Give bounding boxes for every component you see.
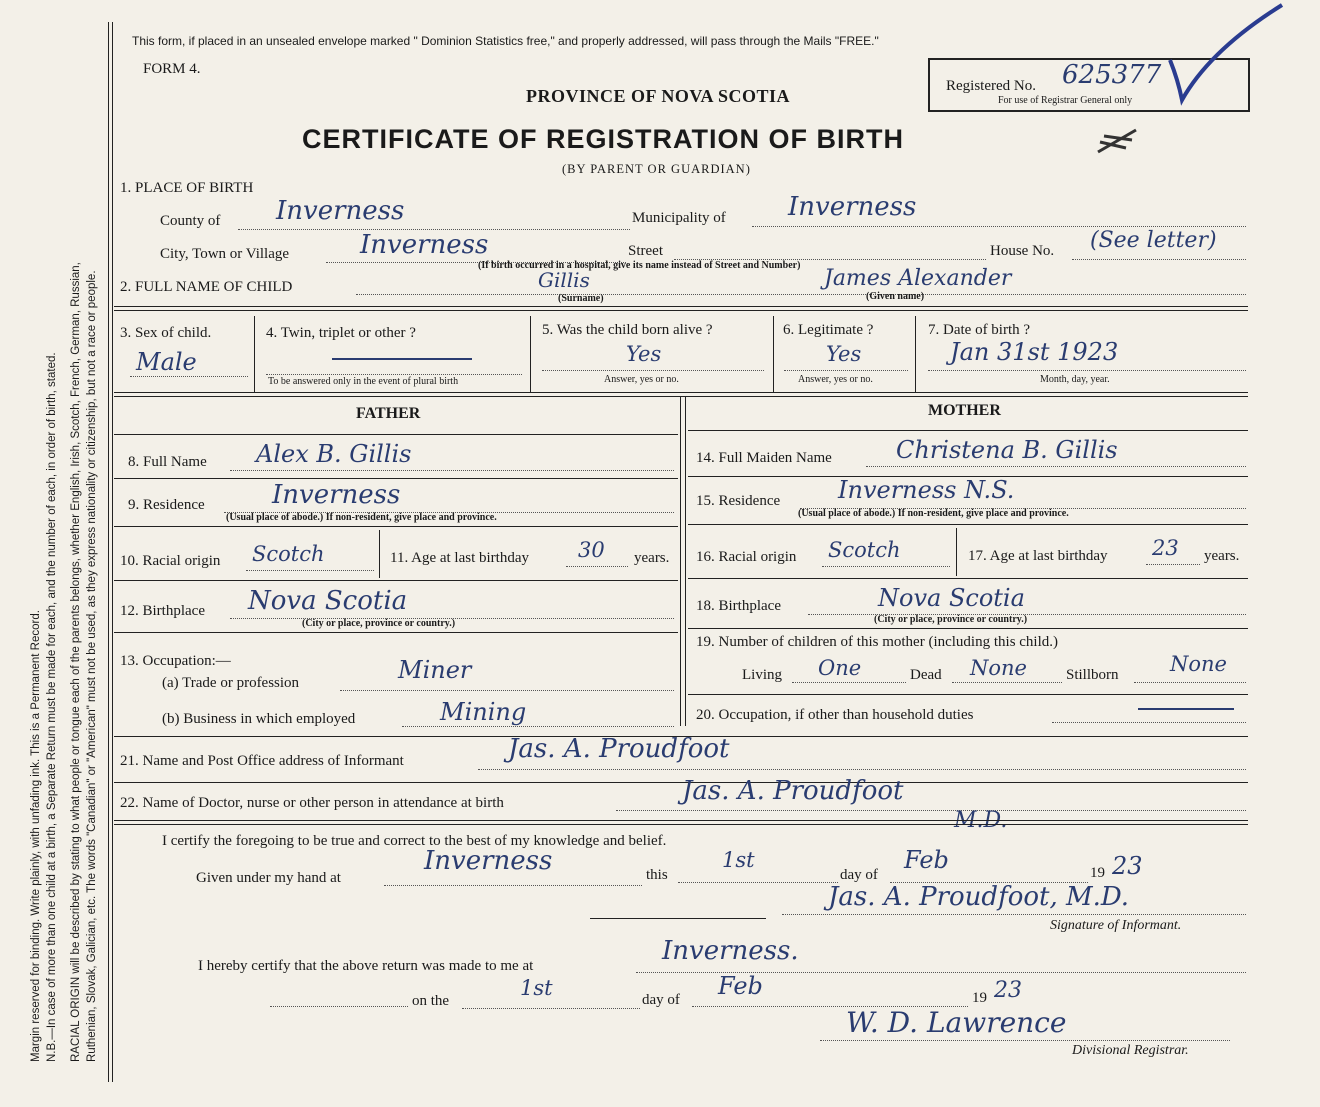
father-residence-value: Inverness <box>272 480 401 510</box>
twin-label: 4. Twin, triplet or other ? <box>266 325 416 341</box>
doctor-line <box>616 810 1246 811</box>
living-value: One <box>818 656 862 680</box>
legitimate-note: Answer, yes or no. <box>798 374 873 385</box>
father-birthplace-value: Nova Scotia <box>248 586 408 616</box>
father-race-value: Scotch <box>252 542 325 566</box>
rule <box>114 310 1248 311</box>
municipality-value: Inverness <box>788 192 917 222</box>
mother-residence-value: Inverness N.S. <box>838 476 1015 504</box>
living-label: Living <box>742 667 782 683</box>
rule <box>590 918 766 919</box>
mother-race-value: Scotch <box>828 538 901 562</box>
rule <box>688 578 1248 579</box>
city-label: City, Town or Village <box>160 246 290 262</box>
given-place-value: Inverness <box>424 846 553 876</box>
rule <box>379 530 380 578</box>
born-alive-note: Answer, yes or no. <box>604 374 679 385</box>
given-under-label: Given under my hand at <box>196 870 341 886</box>
dob-value: Jan 31st 1923 <box>950 338 1119 366</box>
month-value: Feb <box>904 846 949 874</box>
mother-heading: MOTHER <box>928 402 1001 419</box>
stillborn-value: None <box>1170 652 1227 676</box>
rule <box>688 430 1248 431</box>
mother-birthplace-note: (City or place, province or country.) <box>874 614 1028 625</box>
dead-line <box>952 682 1062 683</box>
given-under-line <box>384 885 642 886</box>
father-occupation-label: 13. Occupation:— <box>120 653 231 669</box>
mother-occupation-line <box>1052 722 1246 723</box>
certificate-subtitle: (BY PARENT OR GUARDIAN) <box>562 162 751 176</box>
rule <box>254 316 255 392</box>
father-residence-label: 9. Residence <box>128 497 205 513</box>
mother-name-value: Christena B. Gillis <box>896 436 1118 464</box>
on-the-label: on the <box>412 993 450 1009</box>
house-label: House No. <box>990 243 1055 259</box>
mother-age-label: 17. Age at last birthday <box>968 548 1108 564</box>
mother-race-line <box>822 566 950 567</box>
rule <box>688 628 1248 629</box>
rule <box>685 396 686 726</box>
return-month-value: Feb <box>718 972 763 1000</box>
dob-line <box>928 370 1246 371</box>
legitimate-line <box>784 370 908 371</box>
province-title: PROVINCE OF NOVA SCOTIA <box>526 86 791 106</box>
mother-age-line <box>1146 564 1200 565</box>
father-age-value: 30 <box>578 538 605 562</box>
rule <box>680 396 681 726</box>
registered-label: Registered No. <box>946 78 1036 94</box>
day-of-label: day of <box>840 867 878 883</box>
informant-value: Jas. A. Proudfoot <box>508 734 730 764</box>
father-name-value: Alex B. Gillis <box>256 440 412 468</box>
rule <box>530 316 531 392</box>
child-name-line <box>356 294 1246 295</box>
sex-value: Male <box>136 348 197 376</box>
place-of-birth-heading: 1. PLACE OF BIRTH <box>120 180 254 196</box>
return-year-prefix: 19 <box>972 990 987 1006</box>
dead-value: None <box>970 656 1027 680</box>
mother-years-label: years. <box>1204 548 1240 564</box>
father-years-label: years. <box>634 550 670 566</box>
margin-note-multiple-births: N.B.—In case of more than one child at a birth, a Separate Return must be made for each, and the number of each, in order of birth, stated. <box>46 352 58 1062</box>
father-name-label: 8. Full Name <box>128 454 207 470</box>
father-birthplace-note: (City or place, province or country.) <box>302 618 456 629</box>
county-value: Inverness <box>276 196 405 226</box>
dob-note: Month, day, year. <box>1040 374 1110 385</box>
binding-margin-line <box>112 22 113 1082</box>
certify-statement: I certify the foregoing to be true and correct to the best of my knowledge and belief. <box>162 833 667 849</box>
rule <box>114 434 678 435</box>
dead-label: Dead <box>910 667 942 683</box>
rule <box>915 316 916 392</box>
mother-birthplace-value: Nova Scotia <box>878 584 1025 612</box>
dob-label: 7. Date of birth ? <box>928 322 1031 338</box>
twin-dash <box>332 358 472 360</box>
city-value: Inverness <box>360 230 489 260</box>
given-name-caption: (Given name) <box>866 291 925 302</box>
father-trade-label: (a) Trade or profession <box>162 675 300 691</box>
certificate-title: CERTIFICATE OF REGISTRATION OF BIRTH <box>302 124 904 154</box>
born-alive-value: Yes <box>626 342 662 366</box>
municipality-label: Municipality of <box>632 210 726 226</box>
father-race-label: 10. Racial origin <box>120 553 221 569</box>
mother-residence-note: (Usual place of abode.) If non-resident, give place and province. <box>798 508 1069 519</box>
father-age-line <box>566 566 628 567</box>
checkmark-icon <box>1160 0 1290 110</box>
mother-name-line <box>866 466 1246 467</box>
mother-children-label: 19. Number of children of this mother (including this child.) <box>696 634 1059 650</box>
mother-race-label: 16. Racial origin <box>696 549 797 565</box>
father-age-label: 11. Age at last birthday <box>390 550 529 566</box>
this-label: this <box>646 867 668 883</box>
mother-occupation-dash <box>1138 708 1234 710</box>
county-label: County of <box>160 213 221 229</box>
rule <box>114 632 678 633</box>
legitimate-label: 6. Legitimate ? <box>783 322 874 338</box>
twin-line <box>266 374 522 375</box>
rule <box>773 316 774 392</box>
father-business-value: Mining <box>440 698 527 726</box>
rule <box>114 526 678 527</box>
rule <box>114 392 1248 393</box>
signature-caption: Signature of Informant. <box>1050 918 1182 933</box>
registrar-line <box>820 1040 1230 1041</box>
margin-note-racial-origin: RACIAL ORIGIN will be described by stating to what people or tongue each of the parents belongs, whether English, Irish, Scotch, French, German, Russian, <box>70 262 82 1062</box>
stillborn-line <box>1134 682 1246 683</box>
mother-birthplace-label: 18. Birthplace <box>696 598 781 614</box>
return-day-line <box>462 1008 640 1009</box>
return-label: I hereby certify that the above return was made to me at <box>198 958 534 974</box>
rule <box>688 694 1248 695</box>
living-line <box>792 682 906 683</box>
registrar-caption: Divisional Registrar. <box>1072 1043 1189 1058</box>
father-residence-note: (Usual place of abode.) If non-resident, give place and province. <box>226 512 497 523</box>
father-business-line <box>402 726 674 727</box>
given-name-value: James Alexander <box>824 266 1012 291</box>
registrar-signature: W. D. Lawrence <box>846 1006 1067 1039</box>
father-trade-line <box>340 690 674 691</box>
mother-residence-label: 15. Residence <box>696 493 781 509</box>
surname-value: Gillis <box>538 268 590 292</box>
return-year-value: 23 <box>994 978 1022 1003</box>
mother-age-value: 23 <box>1152 536 1179 560</box>
mother-occupation-label: 20. Occupation, if other than household duties <box>696 707 974 723</box>
form-number: FORM 4. <box>143 61 201 77</box>
born-alive-line <box>542 370 764 371</box>
doctor-suffix: M.D. <box>954 808 1008 833</box>
margin-note-racial-origin-2: Ruthenian, Slovak, Galician, etc. The words "Canadian" or "American" must not be used, as they express nationality or citizenship, but not a race or people. <box>86 270 98 1062</box>
margin-note-binding: Margin reserved for binding. Write plainly, with unfading ink. This is a Permanent Record. <box>30 610 42 1062</box>
father-birthplace-label: 12. Birthplace <box>120 603 205 619</box>
registered-number: 625377 <box>1062 60 1162 90</box>
return-day-value: 1st <box>520 976 553 1000</box>
rule <box>114 820 1248 821</box>
mail-note: This form, if placed in an unsealed envelope marked " Dominion Statistics free," and properly addressed, will pass through the Mails "FREE." <box>132 34 879 48</box>
rule <box>114 396 1248 397</box>
registrar-use-note: For use of Registrar General only <box>998 95 1133 106</box>
informant-label: 21. Name and Post Office address of Informant <box>120 753 404 769</box>
informant-line <box>478 769 1246 770</box>
father-heading: FATHER <box>356 405 421 422</box>
rule <box>114 824 1248 825</box>
this-line <box>678 882 838 883</box>
rule <box>114 782 1248 783</box>
binding-margin-line-2 <box>108 22 109 1082</box>
born-alive-label: 5. Was the child born alive ? <box>542 322 713 338</box>
municipality-line <box>752 226 1246 227</box>
year-value: 23 <box>1112 852 1143 880</box>
informant-signature: Jas. A. Proudfoot, M.D. <box>828 882 1130 912</box>
return-day-of-label: day of <box>642 992 680 1008</box>
twin-note: To be answered only in the event of plural birth <box>268 376 459 387</box>
doctor-value: Jas. A. Proudfoot <box>682 776 904 806</box>
stillborn-label: Stillborn <box>1066 667 1119 683</box>
year-prefix: 19 <box>1090 865 1105 881</box>
street-label: Street <box>628 243 663 259</box>
house-line <box>1072 259 1246 260</box>
father-name-line <box>230 470 674 471</box>
father-business-label: (b) Business in which employed <box>162 711 356 727</box>
rule <box>688 524 1248 525</box>
day-value: 1st <box>722 848 755 872</box>
rule <box>956 528 957 576</box>
mother-name-label: 14. Full Maiden Name <box>696 450 832 466</box>
hospital-note: (If birth occurred in a hospital, give its name instead of Street and Number) <box>478 260 801 271</box>
surname-caption: (Surname) <box>558 293 604 304</box>
rule <box>114 478 678 479</box>
crossed-mark-icon <box>1096 124 1140 158</box>
sex-label: 3. Sex of child. <box>120 325 212 341</box>
signature-line <box>782 914 1246 915</box>
doctor-label: 22. Name of Doctor, nurse or other person in attendance at birth <box>120 795 504 811</box>
rule <box>114 580 678 581</box>
father-trade-value: Miner <box>398 656 472 684</box>
return-place-value: Inverness. <box>662 936 799 966</box>
legitimate-value: Yes <box>826 342 862 366</box>
house-value: (See letter) <box>1090 228 1217 253</box>
father-race-line <box>246 570 374 571</box>
on-the-lead-line <box>270 1006 408 1007</box>
sex-line <box>130 376 248 377</box>
child-name-label: 2. FULL NAME OF CHILD <box>120 279 293 295</box>
rule <box>114 306 1248 307</box>
